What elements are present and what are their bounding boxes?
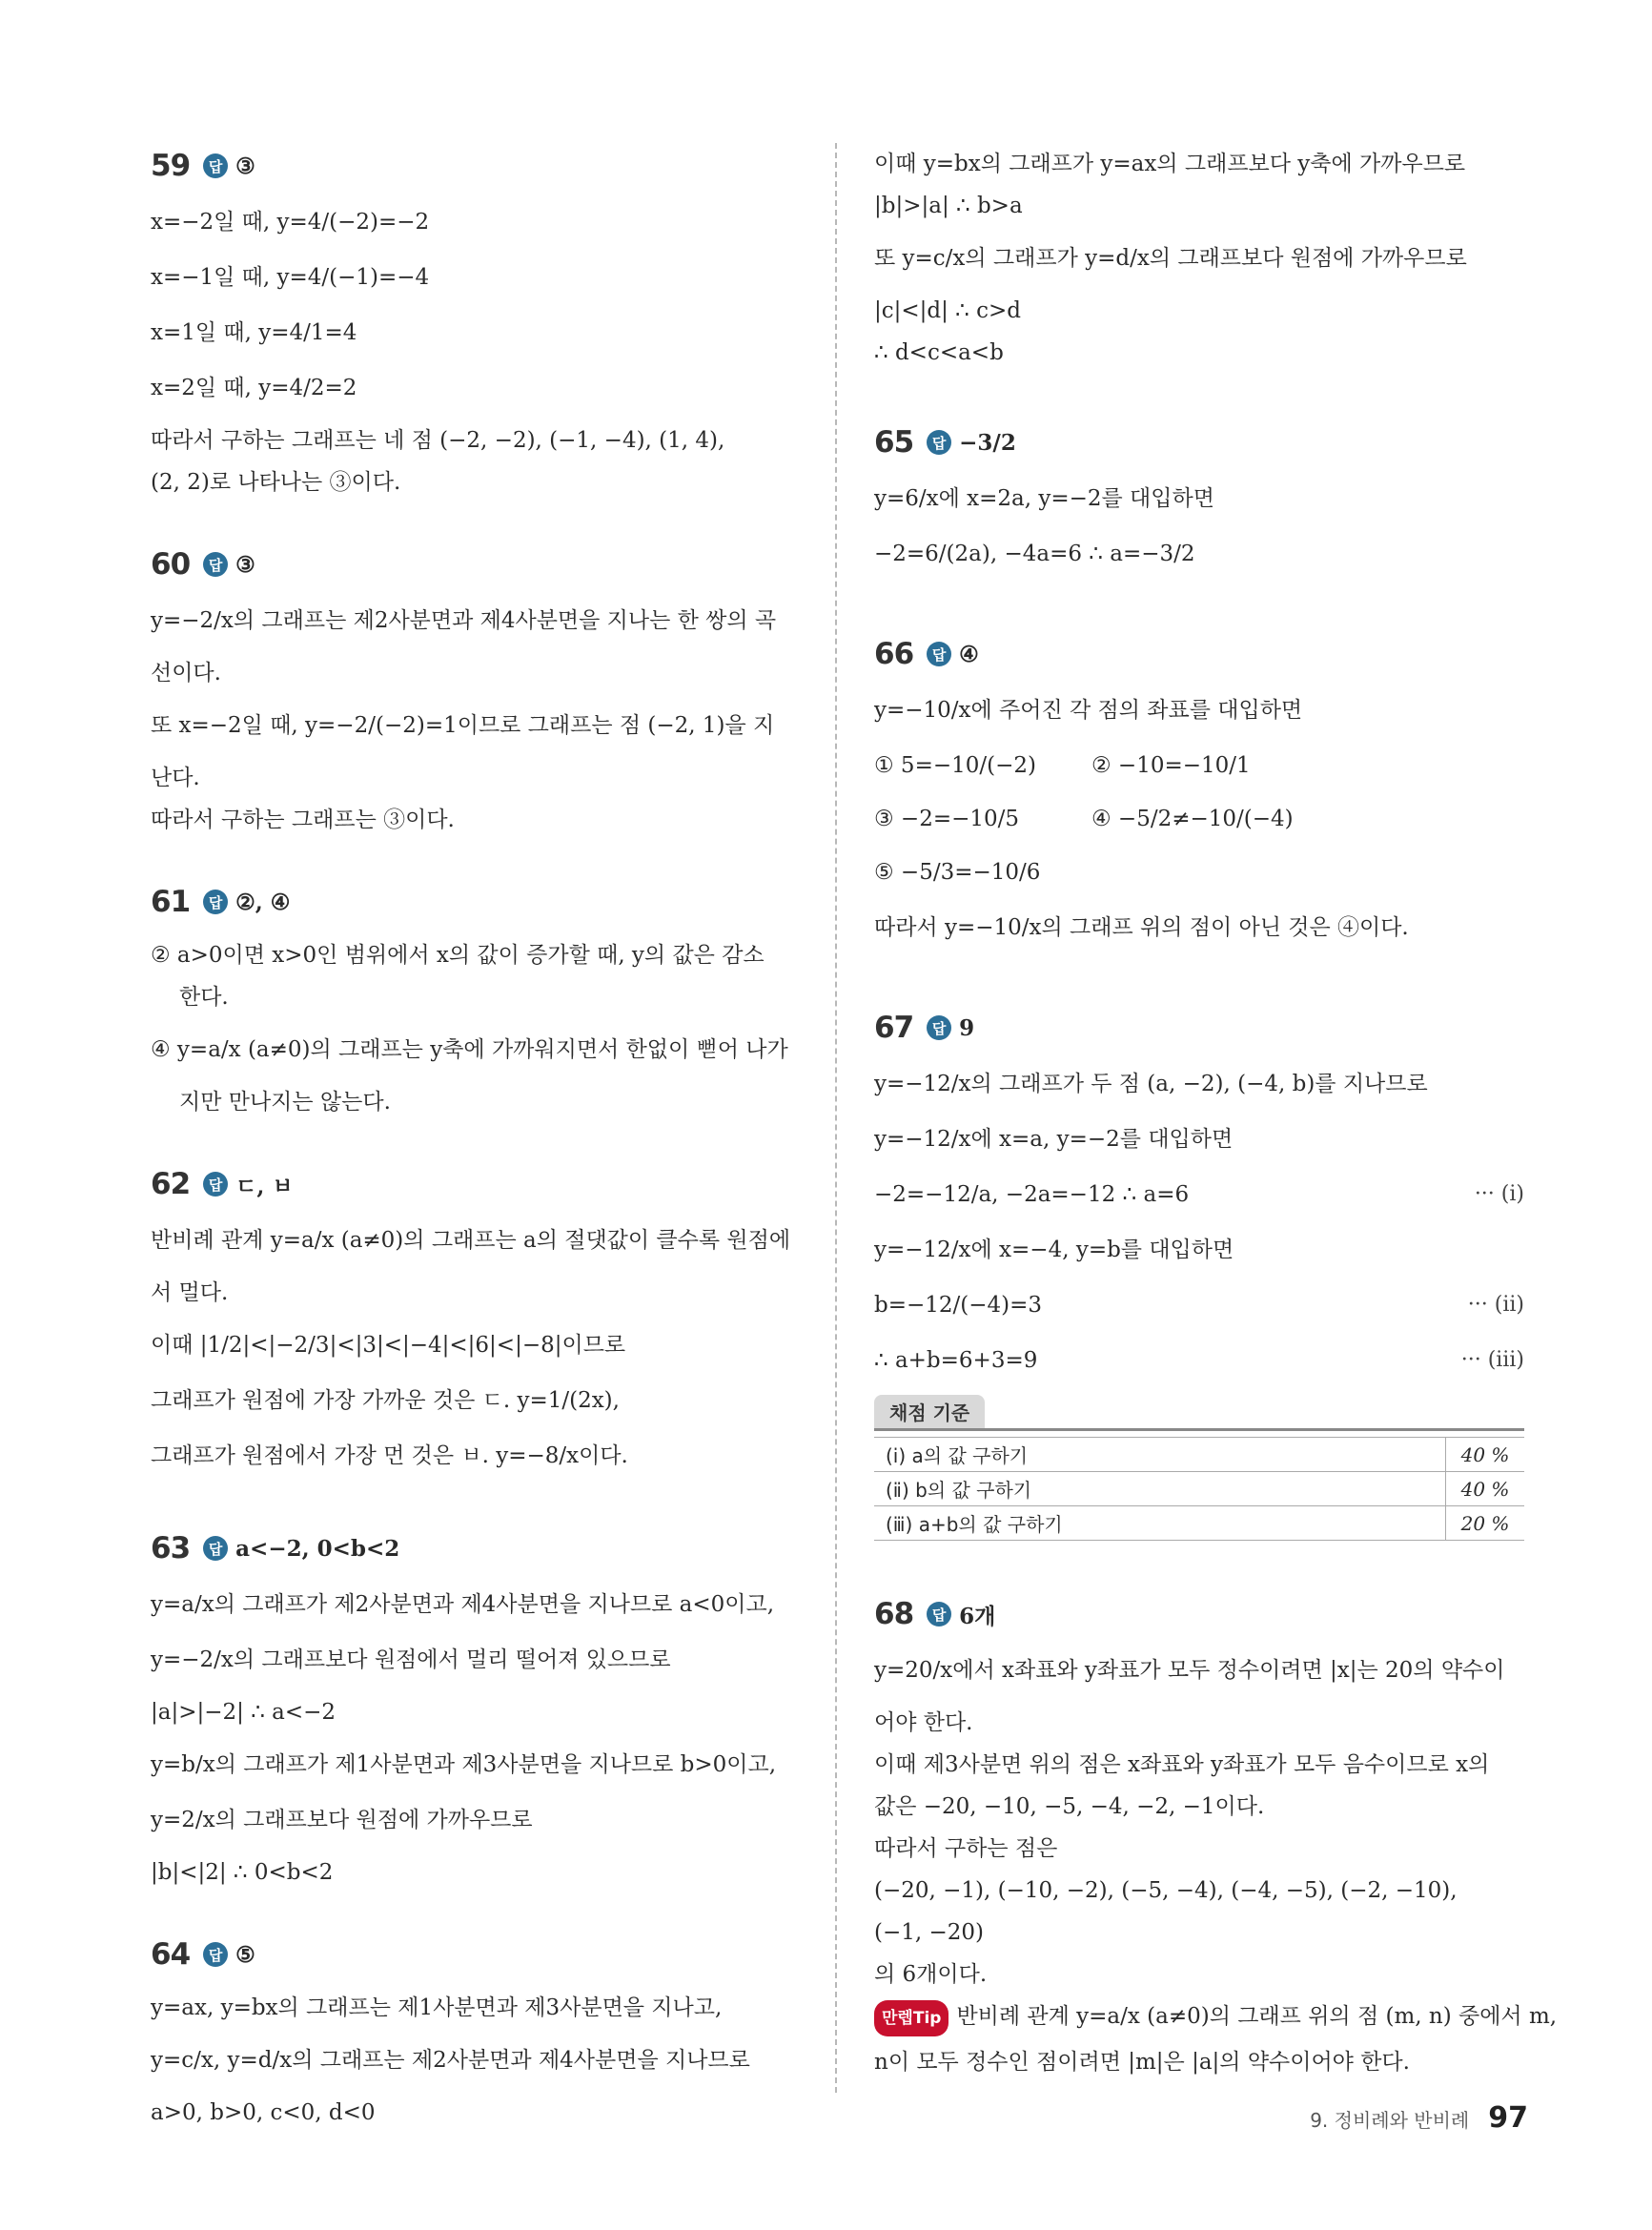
solution-line: y=−2/x의 그래프는 제2사분면과 제4사분면을 지나는 한 쌍의 곡	[151, 608, 777, 633]
solution-line: 또 x=−2일 때, y=−2/(−2)=1이므로 그래프는 점 (−2, 1)을 지	[151, 713, 775, 738]
problem-60	[151, 537, 801, 836]
solution-line: 반비례 관계 y=a/x (a≠0)의 그래프는 a의 절댓값이 클수록 원점에	[151, 1228, 791, 1253]
problem-header	[151, 1156, 801, 1212]
solution-line: 서 멀다.	[151, 1280, 229, 1305]
solution-line: y=20/x에서 x좌표와 y좌표가 모두 정수이려면 |x|는 20의 약수이	[874, 1658, 1505, 1683]
solution-line: y=6/x에 x=2a, y=−2를 대입하면	[874, 486, 1214, 511]
criterion-weight: 20 %	[1446, 1506, 1525, 1541]
solution-line: 이때 y=bx의 그래프가 y=ax의 그래프보다 y축에 가까우므로	[874, 152, 1466, 176]
solution-text: ∴ a+b=6+3=9	[874, 1348, 1038, 1373]
answer-text: −3/2	[959, 429, 1016, 456]
answer-text: ③	[235, 551, 255, 578]
answer-badge: 답	[203, 552, 228, 577]
step-marker: ··· (ⅰ)	[1474, 1182, 1524, 1206]
solution-text: −2=−12/a, −2a=−12 ∴ a=6	[874, 1182, 1190, 1207]
problem-59	[151, 138, 801, 499]
chapter-title: 9. 정비례와 반비례	[1310, 2109, 1470, 2132]
solution-line: 이때 제3사분면 위의 점은 x좌표와 y좌표가 모두 음수이므로 x의	[874, 1752, 1490, 1777]
problem-number: 66	[874, 637, 914, 671]
answer-badge: 답	[203, 1942, 228, 1967]
column-divider	[835, 143, 837, 2093]
option-item: ① 5=−10/(−2)	[874, 753, 1036, 778]
answer-text: ③	[235, 153, 255, 179]
tip-text: n이 모두 정수인 점이려면 |m|은 |a|의 약수이어야 한다.	[874, 2050, 1410, 2075]
solution-line: ④ y=a/x (a≠0)의 그래프는 y축에 가까워지면서 한없이 뻗어 나가	[151, 1037, 788, 1062]
step-marker: ··· (ⅲ)	[1460, 1348, 1524, 1372]
option-item: ③ −2=−10/5	[874, 807, 1020, 831]
answer-text: ㄷ, ㅂ	[235, 1173, 294, 1199]
problem-number: 62	[151, 1167, 191, 1201]
problem-number: 61	[151, 885, 191, 919]
criterion: (ⅲ) a+b의 값 구하기	[874, 1506, 1446, 1541]
problem-number: 60	[151, 547, 191, 582]
solution-text: y=−12/x에 x=−4, y=b를 대입하면	[874, 1238, 1234, 1262]
solution-text: b=−12/(−4)=3	[874, 1293, 1043, 1318]
solution-line: 값은 −20, −10, −5, −4, −2, −1이다.	[874, 1794, 1265, 1819]
table-row	[874, 1506, 1524, 1541]
answer-text: 6개	[959, 1603, 996, 1629]
criterion: (ⅱ) b의 값 구하기	[874, 1472, 1446, 1506]
criterion-weight: 40 %	[1446, 1472, 1525, 1506]
problem-64-continued	[874, 148, 1524, 369]
step-marker: ··· (ⅱ)	[1467, 1293, 1524, 1317]
solution-line: |b|>|a| ∴ b>a	[874, 194, 1023, 218]
solution-line: 따라서 구하는 그래프는 네 점 (−2, −2), (−1, −4), (1, 4),	[151, 428, 725, 453]
right-column	[874, 138, 1558, 2109]
solution-line: y=a/x의 그래프가 제2사분면과 제4사분면을 지나므로 a<0이고,	[151, 1592, 775, 1617]
problem-62	[151, 1156, 801, 1483]
solution-lines	[874, 1644, 1524, 1991]
answer-text: ④	[959, 641, 979, 667]
solution-line: x=−2일 때, y=4/(−2)=−2	[151, 210, 430, 235]
answer-badge: 답	[203, 153, 228, 178]
solution-line: (2, 2)로 나타나는 ③이다.	[151, 470, 401, 495]
problem-number: 64	[151, 1937, 191, 1972]
problem-number: 65	[874, 425, 914, 460]
problem-header	[151, 874, 801, 930]
left-column	[151, 138, 801, 2167]
criterion-weight: 40 %	[1446, 1438, 1525, 1472]
page-number: 97	[1488, 2101, 1528, 2135]
solution-line: y=−2/x의 그래프보다 원점에서 멀리 떨어져 있으므로	[151, 1647, 671, 1672]
solution-line: ② a>0이면 x>0인 범위에서 x의 값이 증가할 때, y의 값은 감소	[151, 943, 765, 968]
answer-text: ②, ④	[235, 889, 291, 915]
solution-line	[874, 1113, 1524, 1166]
solution-line: 이때 |1/2|<|−2/3|<|3|<|−4|<|6|<|−8|이므로	[151, 1333, 626, 1358]
option-item: ② −10=−10/1	[1091, 753, 1251, 778]
solution-line: x=−1일 때, y=4/(−1)=−4	[151, 265, 430, 290]
solution-line: 선이다.	[151, 661, 221, 685]
answer-badge: 답	[927, 430, 951, 455]
problem-67	[874, 1000, 1524, 1541]
solution-line	[874, 1168, 1524, 1221]
option-item: ⑤ −5/3=−10/6	[874, 860, 1041, 885]
solution-line: |b|<|2| ∴ 0<b<2	[151, 1860, 334, 1885]
problem-65	[874, 415, 1524, 581]
tip-badge: 만렙Tip	[874, 2000, 948, 2036]
solution-line: y=b/x의 그래프가 제1사분면과 제3사분면을 지나므로 b>0이고,	[151, 1752, 777, 1777]
answer-badge: 답	[203, 890, 228, 914]
solution-line: x=2일 때, y=4/2=2	[151, 376, 357, 400]
solution-line: |c|<|d| ∴ c>d	[874, 298, 1022, 323]
solution-text: y=−12/x의 그래프가 두 점 (a, −2), (−4, b)를 지나므로	[874, 1072, 1428, 1096]
solution-line: 또 y=c/x의 그래프가 y=d/x의 그래프보다 원점에 가까우므로	[874, 246, 1467, 271]
solution-line: 따라서 구하는 점은	[874, 1836, 1058, 1861]
problem-61	[151, 874, 801, 1118]
solution-line: y=ax, y=bx의 그래프는 제1사분면과 제3사분면을 지나고,	[151, 1995, 723, 2020]
problem-header	[151, 138, 801, 194]
answer-badge: 답	[927, 1602, 951, 1626]
answer-badge: 답	[927, 642, 951, 666]
option-item: ④ −5/2≠−10/(−4)	[1091, 807, 1294, 831]
problem-number: 68	[874, 1597, 914, 1631]
tip-line	[874, 2000, 1558, 2036]
scoring-table	[874, 1437, 1524, 1541]
solution-line: (−20, −1), (−10, −2), (−5, −4), (−4, −5), (−2, −10),	[874, 1878, 1458, 1903]
solution-line: y=−10/x에 주어진 각 점의 좌표를 대입하면	[874, 698, 1303, 723]
solution-line: 의 6개이다.	[874, 1962, 988, 1987]
problem-header	[151, 1927, 801, 1982]
problem-64	[151, 1927, 801, 2129]
solution-line: 따라서 y=−10/x의 그래프 위의 점이 아닌 것은 ④이다.	[874, 915, 1409, 940]
problem-68	[874, 1586, 1558, 2078]
solution-line: (−1, −20)	[874, 1920, 985, 1945]
solution-line: 어야 한다.	[874, 1710, 973, 1735]
solution-line: −2=6/(2a), −4a=6 ∴ a=−3/2	[874, 542, 1195, 566]
solution-line: 그래프가 원점에서 가장 먼 것은 ㅂ. y=−8/x이다.	[151, 1443, 628, 1468]
solution-line: y=c/x, y=d/x의 그래프는 제2사분면과 제4사분면을 지나므로	[151, 2048, 750, 2073]
solution-line	[874, 1223, 1524, 1277]
criterion: (ⅰ) a의 값 구하기	[874, 1438, 1446, 1472]
problem-number: 59	[151, 149, 191, 183]
solution-line: |a|>|−2| ∴ a<−2	[151, 1700, 337, 1725]
table-row	[874, 1438, 1524, 1472]
option-list	[874, 739, 1524, 899]
answer-badge: 답	[203, 1172, 228, 1197]
answer-text: a<−2, 0<b<2	[235, 1535, 400, 1562]
problem-number: 67	[874, 1011, 914, 1045]
solution-line: 난다.	[151, 766, 200, 790]
answer-text: ⑤	[235, 1941, 255, 1968]
answer-badge: 답	[203, 1536, 228, 1561]
problem-number: 63	[151, 1531, 191, 1565]
solution-line: y=2/x의 그래프보다 원점에 가까우므로	[151, 1808, 533, 1832]
solution-line: 그래프가 원점에 가장 가까운 것은 ㄷ. y=1/(2x),	[151, 1388, 620, 1413]
answer-text: 9	[959, 1014, 975, 1041]
problem-header	[151, 1521, 801, 1576]
solution-line: x=1일 때, y=4/1=4	[151, 320, 357, 345]
solution-line: 지만 만나지는 않는다.	[179, 1090, 391, 1115]
problem-63	[151, 1521, 801, 1889]
problem-66	[874, 626, 1524, 954]
answer-badge: 답	[927, 1015, 951, 1040]
scoring-criteria	[874, 1395, 1524, 1541]
problem-header	[151, 537, 801, 592]
solution-line: ∴ d<c<a<b	[874, 340, 1004, 365]
solution-line: 따라서 구하는 그래프는 ③이다.	[151, 808, 455, 832]
solution-line: 한다.	[179, 985, 229, 1010]
table-row	[874, 1472, 1524, 1506]
solution-line	[874, 1279, 1524, 1332]
page-footer	[1310, 2101, 1528, 2135]
solution-line: a>0, b>0, c<0, d<0	[151, 2100, 376, 2125]
solution-line	[874, 1057, 1524, 1111]
solution-line	[874, 1334, 1524, 1387]
tip-text: 반비례 관계 y=a/x (a≠0)의 그래프 위의 점 (m, n) 중에서 m,	[956, 2004, 1558, 2029]
solution-lines	[874, 1057, 1524, 1387]
scoring-title: 채점 기준	[874, 1395, 985, 1428]
solution-text: y=−12/x에 x=a, y=−2를 대입하면	[874, 1127, 1234, 1152]
